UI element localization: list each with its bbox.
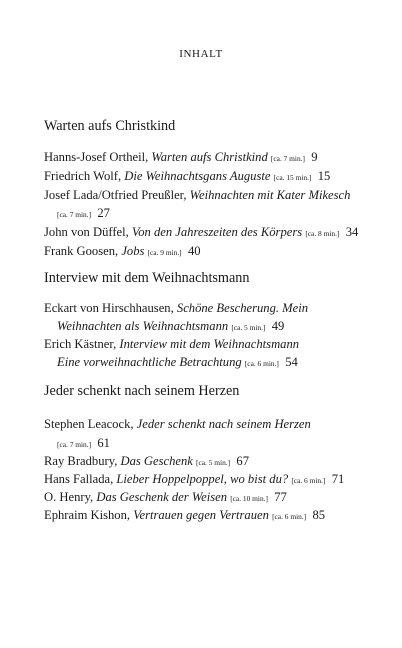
toc-entry: John von Düffel, Von den Jahreszeiten des Körpers [ca. 8 min.] 34 [44,225,359,239]
toc-entry: Erich Kästner, Interview mit dem Weihnachtsmann [44,337,300,351]
entry-duration: [ca. 6 min.] [272,512,307,521]
entry-author: Hans Fallada [44,472,111,486]
entry-title: Lieber Hoppelpoppel, wo bist du? [116,472,289,486]
entry-duration: [ca. 6 min.] [291,476,326,485]
section-title: Warten aufs Christkind [44,118,176,134]
entry-page: 49 [271,319,285,333]
toc-entry-continuation [57,437,110,450]
section-title: Jeder schenkt nach seinem Herzen [44,383,240,399]
entry-page: 67 [236,454,249,468]
entry-title: Das Geschenk der Weisen [96,490,228,504]
toc-entry: Ray Bradbury, Das Geschenk [ca. 5 min.] 67 [44,454,249,468]
entry-page: 27 [97,206,110,220]
entry-author: Josef Lada/Otfried Preußler [44,188,184,202]
entry-author: O. Henry [44,490,91,504]
toc-entry: Hanns-Josef Ortheil, Warten aufs Christkind [ca. 7 min.] 9 [44,150,318,164]
entry-author: Ray Bradbury [44,454,115,468]
entry-title: Eine vorweihnachtliche Betrachtung [57,355,242,369]
toc-entry-continuation [57,207,110,220]
toc-entry: Frank Goosen, Jobs [ca. 9 min.] 40 [44,244,201,258]
toc-entry: Friedrich Wolf, Die Weihnachtsgans Auguste [ca. 15 min.] 15 [44,169,331,183]
entry-page: 77 [274,490,287,504]
entry-title: Vertrauen gegen Vertrauen [133,508,269,522]
toc-entry: Hans Fallada, Lieber Hoppelpoppel, wo bist du? [ca. 6 min.] 71 [44,472,345,486]
entry-page: 61 [97,436,110,450]
entry-duration: [ca. 7 min.] [57,210,92,219]
entry-author: Frank Goosen [44,244,116,258]
page-heading: INHALT [179,48,223,60]
entry-title: Von den Jahreszeiten des Körpers [131,225,303,239]
entry-duration: [ca. 10 min.] [230,494,268,503]
toc-entry: Stephen Leacock, Jeder schenkt nach seinem Herzen [44,417,311,431]
entry-duration: [ca. 5 min.] [231,323,266,332]
entry-author: Eckart von Hirschhausen [44,301,171,315]
entry-page: 34 [345,225,359,239]
entry-page: 85 [312,508,326,522]
entry-title: Interview mit dem Weihnachtsmann [119,337,300,351]
entry-duration: [ca. 6 min.] [244,359,279,368]
entry-page: 15 [317,169,331,183]
entry-page: 54 [285,355,298,369]
entry-page: 40 [187,244,201,258]
entry-author: John von Düffel [44,225,126,239]
toc-entry: O. Henry, Das Geschenk der Weisen [ca. 10 min.] 77 [44,490,287,504]
entry-title: Schöne Bescherung. Mein [176,301,309,315]
entry-duration: [ca. 7 min.] [57,440,92,449]
entry-title: Das Geschenk [120,454,193,468]
entry-duration: [ca. 9 min.] [147,248,182,257]
entry-author: Erich Kästner [44,337,114,351]
entry-author: Stephen Leacock [44,417,131,431]
entry-page: 71 [331,472,345,486]
entry-duration: [ca. 8 min.] [305,229,340,238]
entry-title: Weihnachten mit Kater Mikesch [189,188,351,202]
entry-author: Hanns-Josef Ortheil [44,150,146,164]
toc-entry: Josef Lada/Otfried Preußler, Weihnachten mit Kater Mikesch [44,188,351,202]
toc-entry-continuation [57,356,298,369]
entry-title: Weihnachten als Weihnachtsmann [57,319,229,333]
section-title: Interview mit dem Weihnachtsmann [44,270,250,286]
toc-entry-continuation [57,320,284,333]
entry-author: Friedrich Wolf [44,169,118,183]
entry-duration: [ca. 5 min.] [196,458,231,467]
entry-duration: [ca. 7 min.] [270,154,305,163]
toc-entry: Eckart von Hirschhausen, Schöne Bescherung. Mein [44,301,309,315]
toc-entry: Ephraim Kishon, Vertrauen gegen Vertrauen [ca. 6 min.] 85 [44,508,326,522]
entry-duration: [ca. 15 min.] [273,173,312,182]
entry-title: Warten aufs Christkind [151,150,268,164]
entry-page: 9 [311,150,318,164]
entry-title: Jeder schenkt nach seinem Herzen [136,417,311,431]
entry-author: Ephraim Kishon [44,508,127,522]
entry-title: Jobs [121,244,145,258]
entry-title: Die Weihnachtsgans Auguste [124,169,271,183]
